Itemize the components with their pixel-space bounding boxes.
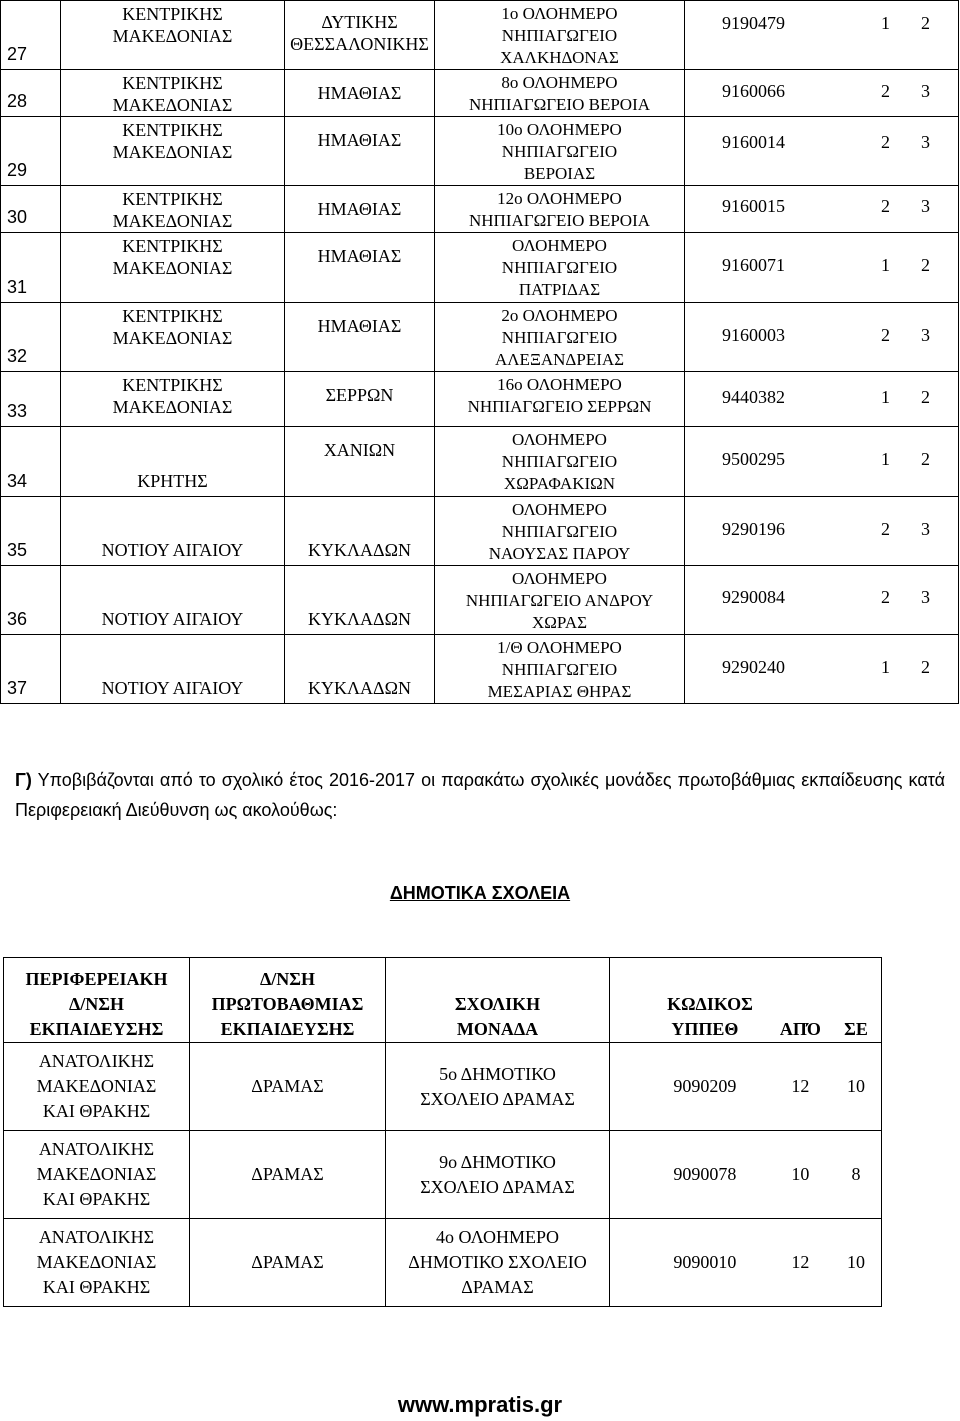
code-cell — [685, 1, 959, 70]
school-unit-line: ΠΑΤΡΙΔΑΣ — [518, 280, 601, 299]
school-unit-line: ΝΗΠΙΑΓΩΓΕΙΟ — [501, 142, 618, 161]
school-unit-line: ΧΑΛΚΗΔΟΝΑΣ — [500, 48, 619, 67]
region-line: ΚΕΝΤΡΙΚΗΣ — [122, 73, 223, 93]
region-line: ΝΟΤΙΟΥ ΑΙΓΑΙΟΥ — [101, 540, 244, 560]
directorate-line: ΚΥΚΛΑΔΩΝ — [308, 678, 411, 698]
directorate-cell: ΔΡΑΜΑΣ — [190, 1131, 386, 1219]
directorate-cell — [285, 497, 435, 566]
directorate-line: ΗΜΑΘΙΑΣ — [317, 130, 402, 150]
value-a: 2 — [881, 196, 890, 216]
region-line: ΚΕΝΤΡΙΚΗΣ — [122, 236, 223, 256]
school-unit-line: ΝΗΠΙΑΓΩΓΕΙΟ — [501, 328, 618, 347]
row-number — [1, 117, 61, 186]
school-code: 9090209 — [673, 1076, 737, 1096]
school-code: 9090010 — [673, 1252, 737, 1272]
region-line: ΝΟΤΙΟΥ ΑΙΓΑΙΟΥ — [101, 609, 244, 629]
school-unit-line: ΝΗΠΙΑΓΩΓΕΙΟ — [501, 258, 618, 277]
code-values — [685, 497, 958, 540]
code-values — [685, 303, 958, 346]
value-b: 2 — [921, 387, 930, 407]
row-number-text: 29 — [7, 160, 28, 180]
school-code: 9160014 — [722, 132, 785, 152]
row-number — [1, 303, 61, 372]
value-b: 3 — [921, 132, 930, 152]
code-cell — [685, 427, 959, 497]
row-number-text: 28 — [7, 91, 28, 111]
row-number — [1, 372, 61, 427]
code-values — [685, 70, 958, 102]
school-unit-line: ΝΗΠΙΑΓΩΓΕΙΟ — [501, 26, 618, 45]
region-line: ΝΟΤΙΟΥ ΑΙΓΑΙΟΥ — [101, 678, 244, 698]
code-values — [610, 1250, 881, 1275]
school-unit-line: 10ο ΟΛΟΗΜΕΡΟ — [497, 120, 622, 139]
directorate-line: ΣΕΡΡΩΝ — [325, 385, 394, 405]
school-unit-line: ΟΛΟΗΜΕΡΟ — [512, 500, 607, 519]
region-cell — [61, 635, 285, 704]
row-number — [1, 70, 61, 117]
header-region: ΠΕΡΙΦΕΡΕΙΑΚΗ Δ/ΝΣΗ ΕΚΠΑΙΔΕΥΣΗΣ — [4, 958, 190, 1043]
school-unit-line: ΟΛΟΗΜΕΡΟ — [512, 569, 607, 588]
region-cell — [4, 1131, 190, 1219]
row-number-text: 37 — [7, 678, 28, 698]
row-number — [1, 635, 61, 704]
value-a: 1 — [881, 255, 890, 275]
school-code: 9090078 — [673, 1164, 737, 1184]
school-code: 9500295 — [722, 449, 785, 469]
school-unit-line: ΒΕΡΟΙΑΣ — [523, 164, 596, 183]
table-row — [1, 303, 959, 372]
code-values — [685, 1, 958, 34]
row-number-text: 36 — [7, 609, 28, 629]
code-cell — [685, 372, 959, 427]
directorate-line: ΚΥΚΛΑΔΩΝ — [308, 609, 411, 629]
school-unit-line: ΧΩΡΑΣ — [532, 613, 587, 632]
value-b: 3 — [921, 519, 930, 539]
region-line: ΜΑΚΕΔΟΝΙΑΣ — [36, 1076, 157, 1096]
school-unit-cell — [435, 1, 685, 70]
value-from: 12 — [791, 1076, 810, 1096]
paragraph-c — [15, 765, 945, 825]
school-unit-cell — [435, 427, 685, 497]
school-unit-line: ΝΗΠΙΑΓΩΓΕΙΟ ΑΝΔΡΟΥ — [465, 591, 654, 610]
school-code: 9190479 — [722, 13, 785, 33]
region-line: ΚΕΝΤΡΙΚΗΣ — [122, 120, 223, 140]
region-line: ΜΑΚΕΔΟΝΙΑΣ — [112, 26, 233, 46]
school-unit-line: 5ο ΔΗΜΟΤΙΚΟ — [439, 1063, 556, 1084]
row-number — [1, 566, 61, 635]
region-line: ΚΑΙ ΘΡΑΚΗΣ — [42, 1277, 151, 1297]
directorate-cell — [285, 566, 435, 635]
region-line: ΚΕΝΤΡΙΚΗΣ — [122, 375, 223, 395]
code-cell — [685, 497, 959, 566]
region-line: ΚΑΙ ΘΡΑΚΗΣ — [42, 1101, 151, 1121]
header-directorate: Δ/ΝΣΗ ΠΡΩΤΟΒΑΘΜΙΑΣ ΕΚΠΑΙΔΕΥΣΗΣ — [190, 958, 386, 1043]
code-cell — [685, 635, 959, 704]
region-cell — [61, 186, 285, 233]
directorate-line: ΚΥΚΛΑΔΩΝ — [308, 540, 411, 560]
directorate-cell: ΔΡΑΜΑΣ — [190, 1219, 386, 1307]
school-unit-cell — [386, 1043, 610, 1131]
school-code: 9160071 — [722, 255, 785, 275]
primary-schools-table — [3, 957, 882, 1307]
region-line: ΜΑΚΕΔΟΝΙΑΣ — [112, 211, 233, 231]
school-unit-cell — [435, 233, 685, 303]
value-a: 2 — [881, 587, 890, 607]
row-number — [1, 233, 61, 303]
school-unit-cell — [435, 70, 685, 117]
school-code: 9290084 — [722, 587, 785, 607]
table-row — [1, 566, 959, 635]
value-b: 3 — [921, 587, 930, 607]
header-to: ΣΕ — [844, 1019, 868, 1039]
table-row — [1, 186, 959, 233]
school-unit-line: 4ο ΟΛΟΗΜΕΡΟ — [436, 1227, 559, 1247]
school-unit-line: ΑΛΕΞΑΝΔΡΕΙΑΣ — [494, 350, 625, 369]
value-from: 12 — [791, 1252, 810, 1272]
table-row — [1, 117, 959, 186]
code-cell — [610, 1043, 882, 1131]
directorate-line: ΗΜΑΘΙΑΣ — [317, 316, 402, 336]
region-line: ΜΑΚΕΔΟΝΙΑΣ — [36, 1252, 157, 1272]
region-line: ΜΑΚΕΔΟΝΙΑΣ — [36, 1164, 157, 1184]
directorate-cell — [285, 117, 435, 186]
code-values — [685, 427, 958, 470]
value-a: 2 — [881, 325, 890, 345]
value-b: 3 — [921, 196, 930, 216]
row-number-text: 30 — [7, 207, 28, 227]
school-unit-line: 2ο ΟΛΟΗΜΕΡΟ — [501, 306, 618, 325]
school-unit-cell — [435, 635, 685, 704]
value-to: 10 — [846, 1076, 865, 1096]
school-unit-line: ΝΗΠΙΑΓΩΓΕΙΟ ΣΕΡΡΩΝ — [467, 397, 652, 416]
table-row — [4, 1219, 882, 1307]
region-cell — [61, 497, 285, 566]
directorate-cell — [285, 70, 435, 117]
row-number — [1, 186, 61, 233]
row-number-text: 27 — [7, 44, 28, 64]
code-cell — [685, 303, 959, 372]
value-b: 2 — [921, 255, 930, 275]
directorate-cell — [285, 186, 435, 233]
school-unit-line: ΟΛΟΗΜΕΡΟ — [512, 236, 607, 255]
region-line: ΚΕΝΤΡΙΚΗΣ — [122, 4, 223, 24]
table-row — [1, 70, 959, 117]
directorate-cell — [285, 635, 435, 704]
code-cell — [685, 117, 959, 186]
row-number — [1, 427, 61, 497]
value-a: 1 — [881, 387, 890, 407]
header-unit: ΣΧΟΛΙΚΗ ΜΟΝΑΔΑ — [386, 958, 610, 1043]
school-unit-line: ΝΗΠΙΑΓΩΓΕΙΟ — [501, 660, 618, 679]
school-unit-line: 1/Θ ΟΛΟΗΜΕΡΟ — [497, 638, 622, 657]
school-unit-cell — [386, 1131, 610, 1219]
school-unit-cell — [435, 497, 685, 566]
row-number — [1, 497, 61, 566]
school-unit-line: 8ο ΟΛΟΗΜΕΡΟ — [501, 73, 618, 92]
value-from: 10 — [791, 1164, 810, 1184]
region-cell — [61, 303, 285, 372]
school-unit-line: ΝΗΠΙΑΓΩΓΕΙΟ ΒΕΡΟΙΑ — [468, 95, 651, 114]
row-number-text: 34 — [7, 471, 28, 491]
school-unit-cell — [386, 1219, 610, 1307]
region-cell — [61, 427, 285, 497]
table-row — [4, 1043, 882, 1131]
school-unit-cell — [435, 372, 685, 427]
row-number-text: 31 — [7, 277, 28, 297]
school-unit-line: ΝΗΠΙΑΓΩΓΕΙΟ — [501, 522, 618, 541]
directorate-line: ΗΜΑΘΙΑΣ — [317, 199, 402, 219]
row-number-text: 35 — [7, 540, 28, 560]
code-values — [685, 372, 958, 408]
school-unit-line: ΝΗΠΙΑΓΩΓΕΙΟ — [501, 452, 618, 471]
value-to: 8 — [851, 1164, 861, 1184]
school-unit-line: ΝΑΟΥΣΑΣ ΠΑΡΟΥ — [488, 544, 631, 563]
region-cell — [61, 117, 285, 186]
directorate-line: ΗΜΑΘΙΑΣ — [317, 246, 402, 266]
region-line: ΚΡΗΤΗΣ — [137, 471, 208, 491]
value-to: 10 — [846, 1252, 865, 1272]
value-a: 2 — [881, 81, 890, 101]
paragraph-label: Γ) — [15, 770, 32, 790]
region-cell — [61, 70, 285, 117]
row-number-text: 32 — [7, 346, 28, 366]
school-unit-line: ΜΕΣΑΡΙΑΣ ΘΗΡΑΣ — [487, 682, 632, 701]
school-unit-line: 16ο ΟΛΟΗΜΕΡΟ — [497, 375, 622, 394]
table-row — [4, 1131, 882, 1219]
schools-table-body — [1, 1, 959, 704]
region-cell — [61, 233, 285, 303]
school-unit-cell — [435, 566, 685, 635]
code-values — [610, 1162, 881, 1187]
code-cell — [685, 566, 959, 635]
code-values — [685, 117, 958, 153]
school-code: 9160015 — [722, 196, 785, 216]
row-number — [1, 1, 61, 70]
table-header-row — [4, 958, 882, 1043]
school-unit-cell — [435, 303, 685, 372]
school-unit-line: 9ο ΔΗΜΟΤΙΚΟ — [439, 1151, 556, 1172]
code-cell — [610, 1219, 882, 1307]
region-cell — [4, 1043, 190, 1131]
code-cell — [685, 233, 959, 303]
school-unit-line: ΟΛΟΗΜΕΡΟ — [512, 430, 607, 449]
table-row — [1, 233, 959, 303]
table-row — [1, 372, 959, 427]
header-code: ΚΩΔΙΚΟΣ ΥΠΠΕΘ ΑΠΌ ΣΕ — [610, 958, 882, 1043]
region-line: ΚΕΝΤΡΙΚΗΣ — [122, 189, 223, 209]
directorate-cell: ΔΡΑΜΑΣ — [190, 1043, 386, 1131]
code-values — [685, 186, 958, 217]
value-b: 2 — [921, 13, 930, 33]
code-cell — [685, 186, 959, 233]
directorate-line: ΧΑΝΙΩΝ — [323, 440, 396, 460]
section-title: ΔΗΜΟΤΙΚΑ ΣΧΟΛΕΙΑ — [389, 883, 571, 903]
region-cell — [61, 566, 285, 635]
school-unit-line: ΔΡΑΜΑΣ — [461, 1277, 534, 1297]
paragraph-text: Υποβιβάζονται από το σχολικό έτος 2016-2017 οι παρακάτω σχολικές μονάδες πρωτοβάθμιας εκπαίδευσης κατά Περιφερειακή Διεύθυνση ως ακολούθως: — [15, 770, 945, 820]
primary-schools-body — [4, 1043, 882, 1307]
school-code: 9290196 — [722, 519, 785, 539]
school-unit-line: ΔΗΜΟΤΙΚΟ ΣΧΟΛΕΙΟ — [408, 1252, 587, 1272]
value-a: 1 — [881, 657, 890, 677]
region-line: ΚΕΝΤΡΙΚΗΣ — [122, 306, 223, 326]
table-row — [1, 497, 959, 566]
row-number-text: 33 — [7, 401, 28, 421]
school-unit-cell — [435, 117, 685, 186]
region-line: ΑΝΑΤΟΛΙΚΗΣ — [38, 1227, 155, 1247]
value-b: 2 — [921, 449, 930, 469]
region-line: ΑΝΑΤΟΛΙΚΗΣ — [38, 1139, 155, 1159]
region-line: ΚΑΙ ΘΡΑΚΗΣ — [42, 1189, 151, 1209]
region-line: ΜΑΚΕΔΟΝΙΑΣ — [112, 258, 233, 278]
value-a: 1 — [881, 449, 890, 469]
school-code: 9290240 — [722, 657, 785, 677]
header-from: ΑΠΌ — [779, 1019, 821, 1039]
code-cell — [610, 1131, 882, 1219]
school-unit-line: ΣΧΟΛΕΙΟ ΔΡΑΜΑΣ — [420, 1088, 575, 1109]
directorate-line: ΔΥΤΙΚΗΣ — [321, 12, 398, 32]
directorate-cell — [285, 1, 435, 70]
directorate-cell — [285, 303, 435, 372]
directorate-line: ΘΕΣΣΑΛΟΝΙΚΗΣ — [290, 34, 429, 54]
school-code: 9160003 — [722, 325, 785, 345]
code-values — [685, 635, 958, 678]
school-unit-cell — [435, 186, 685, 233]
table-row — [1, 1, 959, 70]
school-code: 9440382 — [722, 387, 785, 407]
school-unit-line: ΝΗΠΙΑΓΩΓΕΙΟ ΒΕΡΟΙΑ — [468, 211, 651, 230]
schools-table-continued — [0, 0, 959, 704]
table-row — [1, 427, 959, 497]
code-values — [685, 566, 958, 608]
value-a: 1 — [881, 13, 890, 33]
region-line: ΜΑΚΕΔΟΝΙΑΣ — [112, 328, 233, 348]
value-a: 2 — [881, 132, 890, 152]
region-line: ΜΑΚΕΔΟΝΙΑΣ — [112, 142, 233, 162]
footer-website: www.mpratis.gr — [397, 1392, 563, 1417]
value-b: 2 — [921, 657, 930, 677]
directorate-cell — [285, 372, 435, 427]
region-line: ΜΑΚΕΔΟΝΙΑΣ — [112, 397, 233, 417]
school-code: 9160066 — [722, 81, 785, 101]
code-values — [685, 233, 958, 276]
value-b: 3 — [921, 81, 930, 101]
school-unit-line: ΧΩΡΑΦΑΚΙΩΝ — [503, 474, 616, 493]
directorate-cell — [285, 427, 435, 497]
code-cell — [685, 70, 959, 117]
code-values — [610, 1074, 881, 1099]
region-line: ΜΑΚΕΔΟΝΙΑΣ — [112, 95, 233, 115]
value-a: 2 — [881, 519, 890, 539]
school-unit-line: 1ο ΟΛΟΗΜΕΡΟ — [501, 4, 618, 23]
directorate-line: ΗΜΑΘΙΑΣ — [317, 83, 402, 103]
region-line: ΑΝΑΤΟΛΙΚΗΣ — [38, 1051, 155, 1071]
region-cell — [61, 1, 285, 70]
region-cell — [4, 1219, 190, 1307]
school-unit-line: ΣΧΟΛΕΙΟ ΔΡΑΜΑΣ — [420, 1176, 575, 1197]
value-b: 3 — [921, 325, 930, 345]
school-unit-line: 12ο ΟΛΟΗΜΕΡΟ — [497, 189, 622, 208]
region-cell — [61, 372, 285, 427]
directorate-cell — [285, 233, 435, 303]
table-row — [1, 635, 959, 704]
